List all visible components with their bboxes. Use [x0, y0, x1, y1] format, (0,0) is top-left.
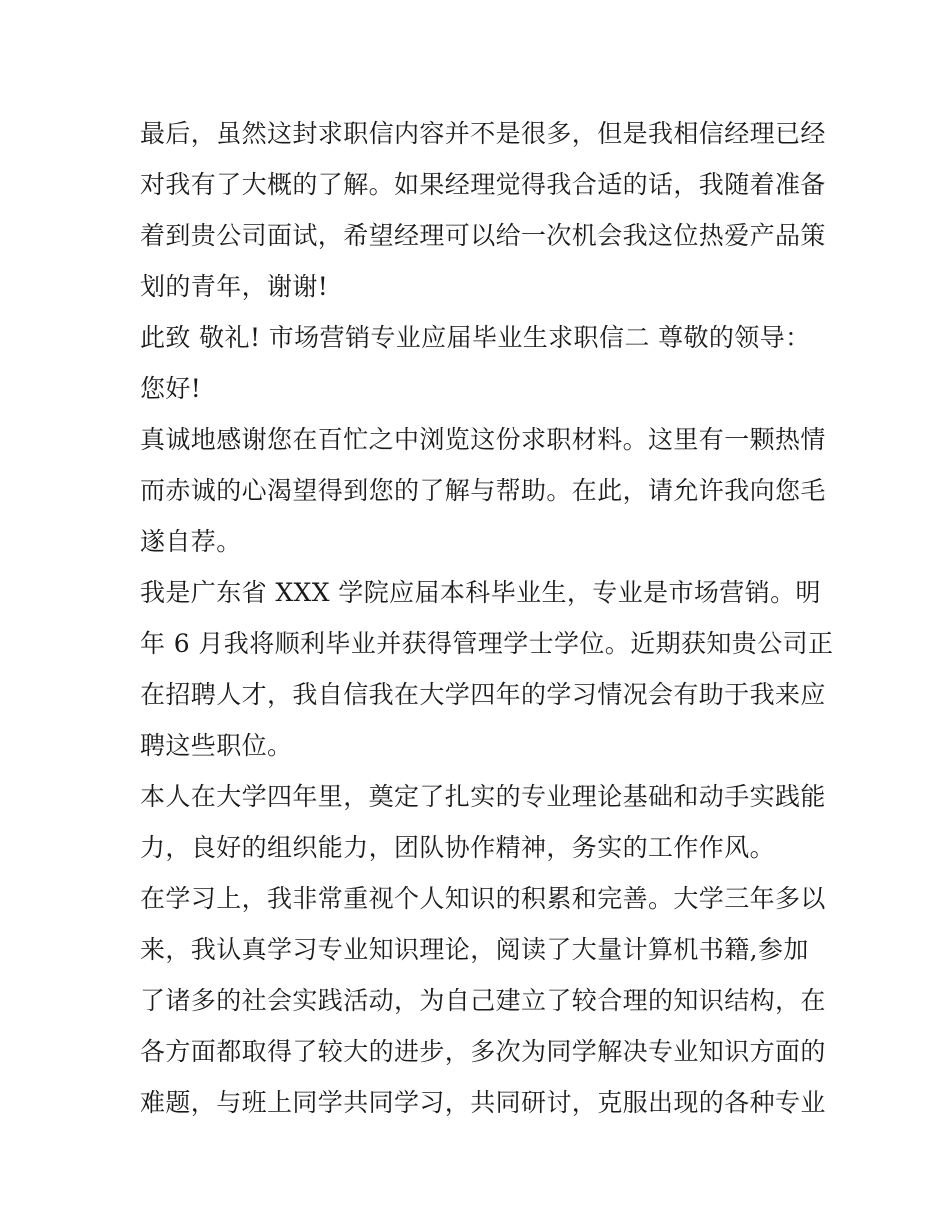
text-line: 本人在大学四年里，奠定了扎实的专业理论基础和动手实践能 [140, 782, 826, 811]
text-line: 划的青年，谢谢! [140, 272, 329, 301]
paragraph-salutation-heading [140, 312, 812, 363]
text-line: 在招聘人才，我自信我在大学四年的学习情况会有助于我来应 [140, 680, 826, 709]
paragraph-thanks [140, 414, 826, 567]
text-line: 了诸多的社会实践活动，为自己建立了较合理的知识结构，在 [140, 986, 826, 1015]
text-line: 着到贵公司面试，希望经理可以给一次机会我这位热爱产品策 [140, 221, 826, 250]
text-line: 我是广东省 XXX 学院应届本科毕业生，专业是市场营销。明 [140, 578, 821, 607]
paragraph-abilities [140, 771, 826, 873]
text-line: 而赤诚的心渴望得到您的了解与帮助。在此，请允许我向您毛 [140, 476, 826, 505]
paragraph-introduction [140, 567, 834, 771]
paragraph-study [140, 873, 826, 1128]
text-line: 在学习上，我非常重视个人知识的积累和完善。大学三年多以 [140, 884, 826, 913]
text-line: 来，我认真学习专业知识理论，阅读了大量计算机书籍,参加 [140, 935, 809, 964]
text-line: 最后，虽然这封求职信内容并不是很多，但是我相信经理已经 [140, 119, 826, 148]
paragraph-closing [140, 108, 826, 312]
text-line: 真诚地感谢您在百忙之中浏览这份求职材料。这里有一颗热情 [140, 425, 826, 454]
paragraph-greeting [140, 363, 812, 414]
text-line: 力，良好的组织能力，团队协作精神，务实的工作作风。 [140, 833, 776, 862]
text-line: 年 6 月我将顺利毕业并获得管理学士学位。近期获知贵公司正 [140, 629, 834, 658]
text-line: 此致 敬礼! 市场营销专业应届毕业生求职信二 尊敬的领导： [140, 323, 811, 352]
document-body [140, 108, 834, 1128]
text-line: 各方面都取得了较大的进步，多次为同学解决专业知识方面的 [140, 1037, 826, 1066]
text-line: 聘这些职位。 [140, 731, 293, 760]
text-line: 难题，与班上同学共同学习，共同研讨，克服出现的各种专业 [140, 1088, 826, 1117]
text-line: 对我有了大概的了解。如果经理觉得我合适的话，我随着准备 [140, 170, 826, 199]
text-line: 您好! [140, 374, 202, 403]
text-line: 遂自荐。 [140, 527, 242, 556]
